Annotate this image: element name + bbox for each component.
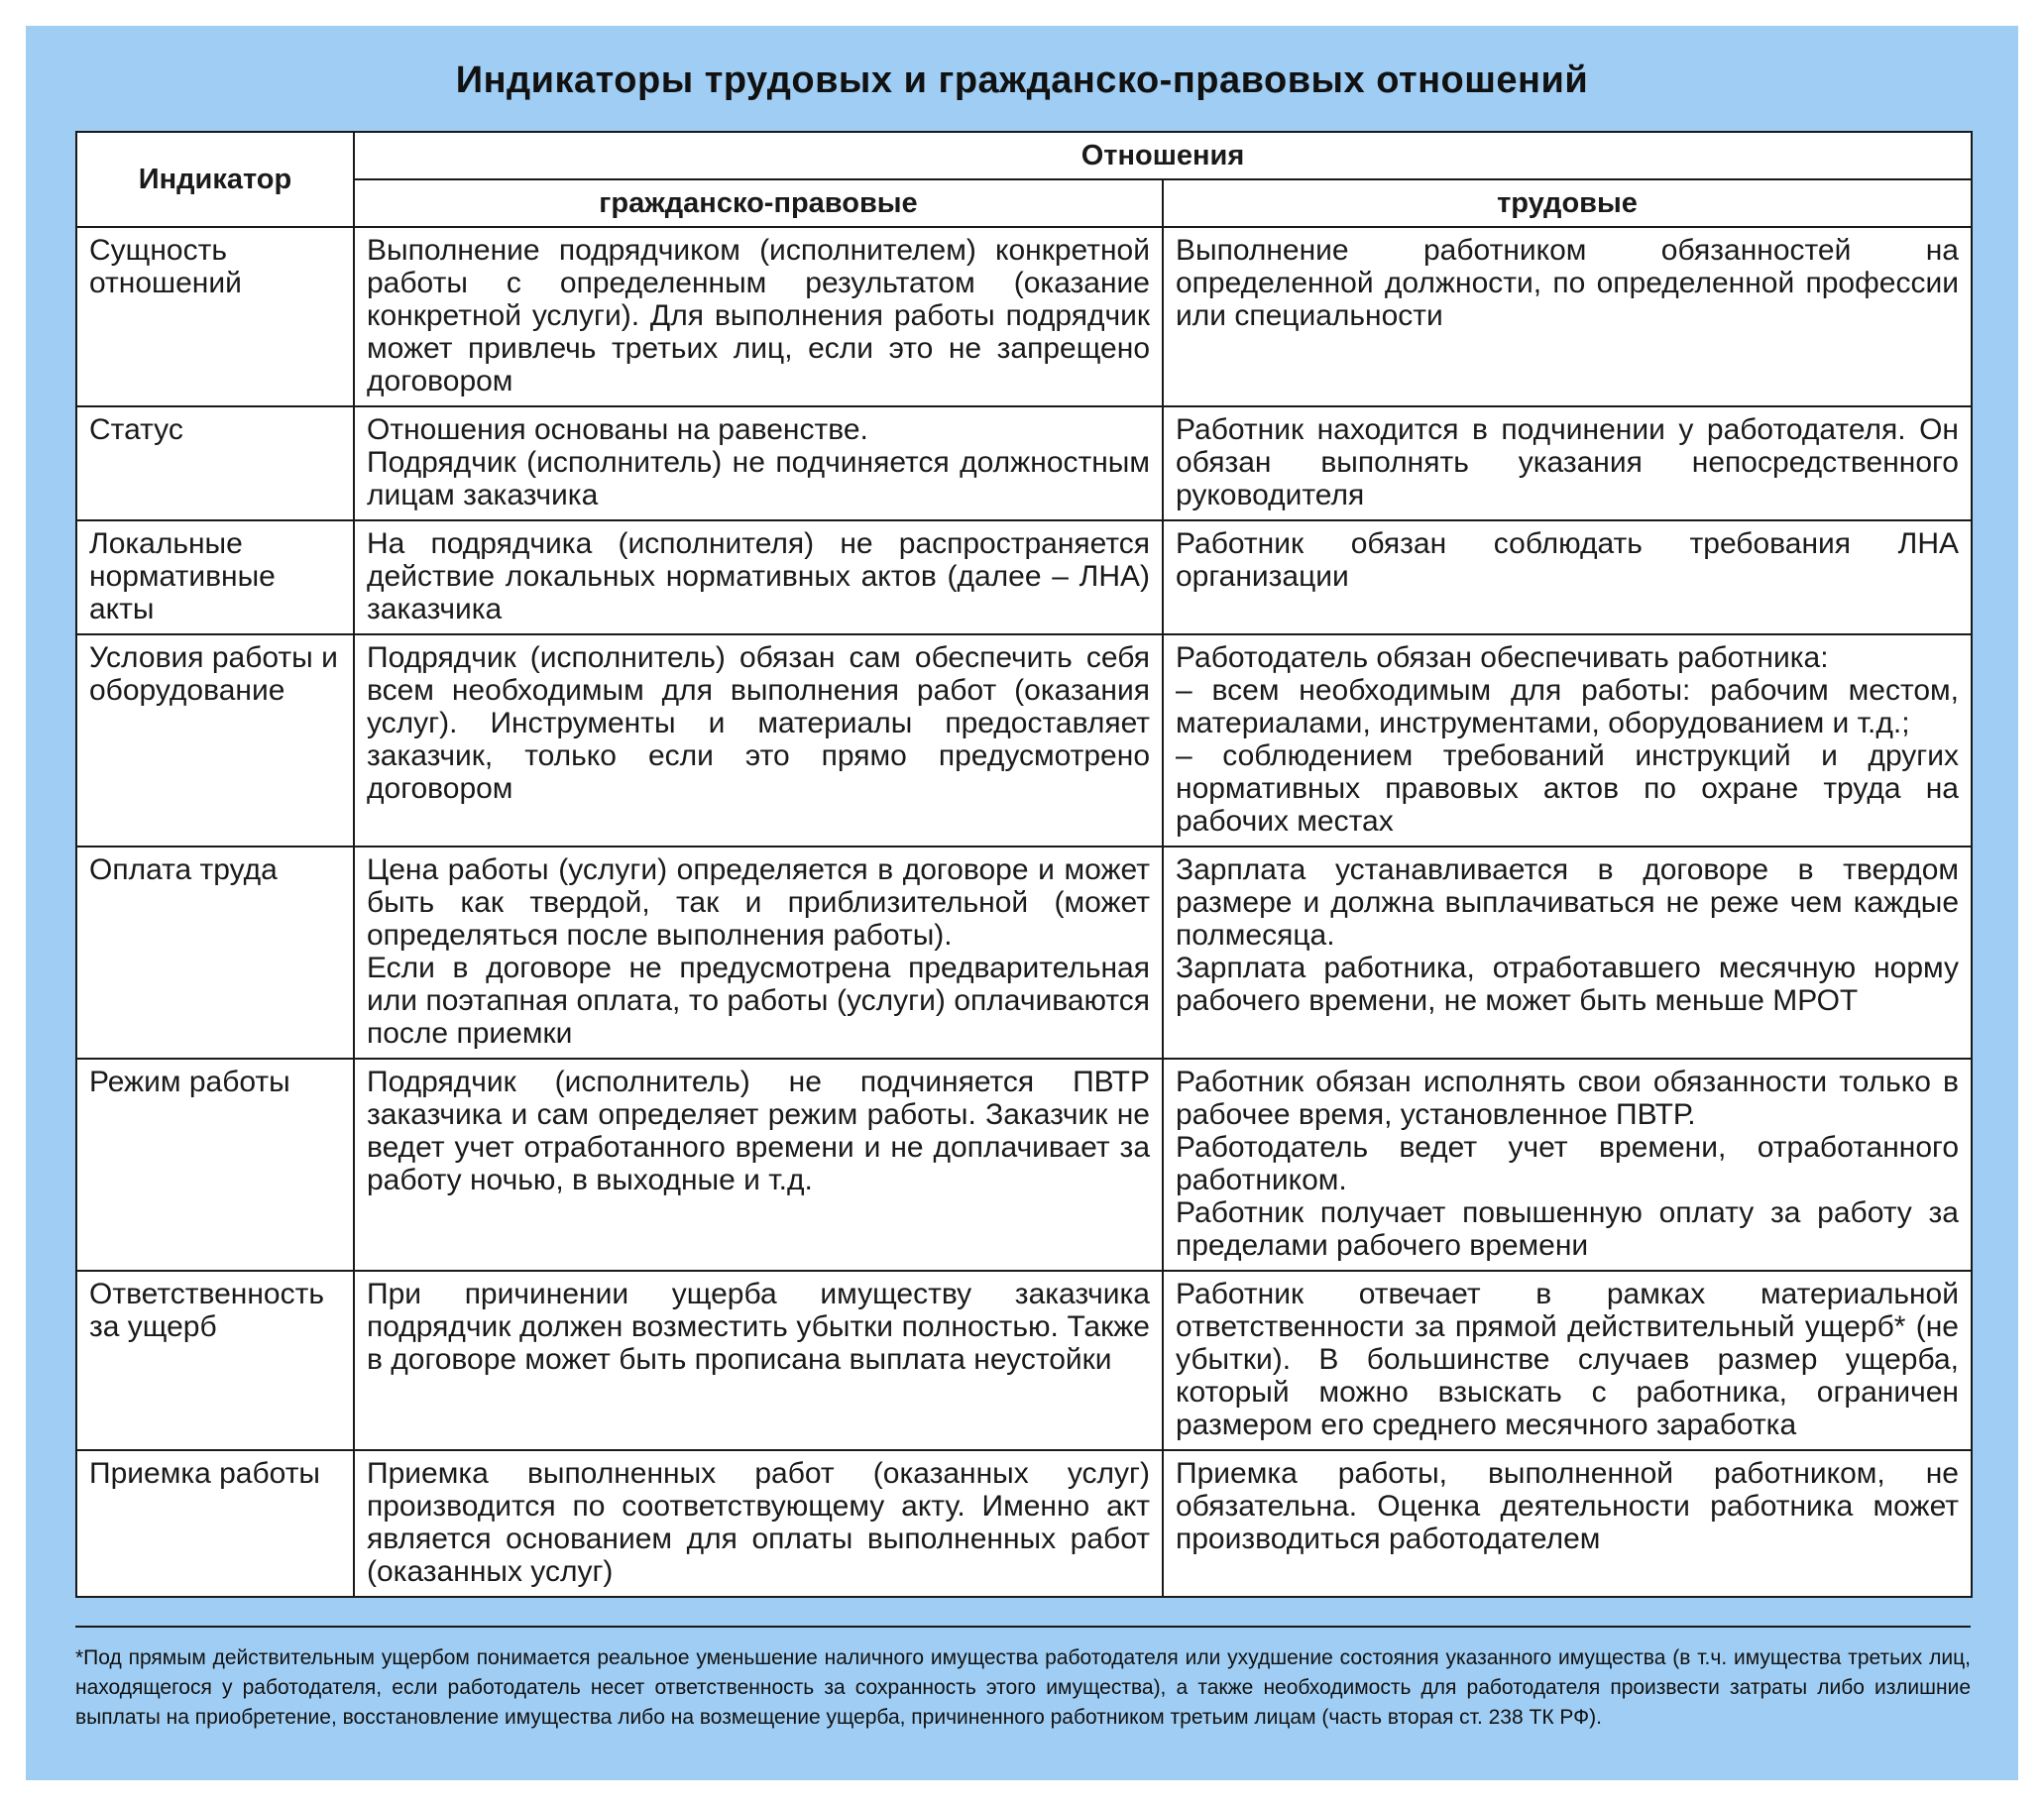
labor-paragraph: Работодатель ведет учет времени, отработанного работником. bbox=[1176, 1131, 1959, 1196]
civil-cell bbox=[354, 847, 1163, 1059]
civil-paragraph: Подрядчик (исполнитель) обязан сам обеспечить себя всем необходимым для выполнения работ (оказания услуг). Инструменты и материалы предоставляет заказчик, только если это прямо предусмотрено договором bbox=[367, 641, 1150, 805]
civil-cell bbox=[354, 520, 1163, 634]
header-civil: гражданско-правовые bbox=[354, 179, 1163, 227]
civil-paragraph: Цена работы (услуги) определяется в договоре и может быть как твердой, так и приблизительной (может определяться после выполнения работы). bbox=[367, 853, 1150, 952]
table-row bbox=[76, 634, 1972, 847]
labor-paragraph: – всем необходимым для работы: рабочим местом, материалами, инструментами, оборудованием и т.д.; bbox=[1176, 674, 1959, 739]
indicator-cell: Статус bbox=[76, 406, 354, 520]
civil-paragraph: При причинении ущерба имуществу заказчика подрядчик должен возместить убытки полностью. Также в договоре может быть прописана выплата неустойки bbox=[367, 1278, 1150, 1376]
indicator-cell: Локальные нормативные акты bbox=[76, 520, 354, 634]
labor-cell bbox=[1163, 406, 1972, 520]
civil-paragraph: Подрядчик (исполнитель) не подчиняется должностным лицам заказчика bbox=[367, 446, 1150, 511]
civil-paragraph: На подрядчика (исполнителя) не распространяется действие локальных нормативных актов (далее – ЛНА) заказчика bbox=[367, 527, 1150, 625]
civil-cell bbox=[354, 227, 1163, 406]
indicator-cell: Приемка работы bbox=[76, 1450, 354, 1597]
labor-cell bbox=[1163, 520, 1972, 634]
labor-cell bbox=[1163, 847, 1972, 1059]
indicator-cell: Оплата труда bbox=[76, 847, 354, 1059]
labor-paragraph: Работник получает повышенную оплату за работу за пределами рабочего времени bbox=[1176, 1196, 1959, 1262]
table-row bbox=[76, 1271, 1972, 1450]
labor-cell bbox=[1163, 227, 1972, 406]
indicator-cell: Сущность отношений bbox=[76, 227, 354, 406]
header-relations: Отношения bbox=[354, 132, 1972, 179]
labor-paragraph: Работник обязан исполнять свои обязанности только в рабочее время, установленное ПВТР. bbox=[1176, 1066, 1959, 1131]
header-row-top bbox=[76, 132, 1972, 179]
civil-paragraph: Приемка выполненных работ (оказанных услуг) производится по соответствующему акту. Именно акт является основанием для оплаты выполненных работ (оказанных услуг) bbox=[367, 1457, 1150, 1588]
footnote: *Под прямым действительным ущербом понимается реальное уменьшение наличного имущества работодателя или ухудшение состояния указанного имущества (в т.ч. имущества третьих лиц, находящегося у работодателя, если работодатель несет ответственность за сохранность этого имущества), а также необходимость для работодателя произвести затраты либо излишние выплаты на приобретение, восстановление имущества либо на возмещение ущерба, причиненного работником третьим лицам (часть вторая ст. 238 ТК РФ). bbox=[75, 1626, 1971, 1733]
table-row bbox=[76, 227, 1972, 406]
civil-cell bbox=[354, 1450, 1163, 1597]
indicator-cell: Режим работы bbox=[76, 1059, 354, 1271]
labor-paragraph: Выполнение работником обязанностей на определенной должности, по определенной профессии или специальности bbox=[1176, 234, 1959, 332]
civil-cell bbox=[354, 406, 1163, 520]
header-row-sub bbox=[76, 179, 1972, 227]
civil-paragraph: Выполнение подрядчиком (исполнителем) конкретной работы с определенным результатом (оказание конкретной услуги). Для выполнения работы подрядчик может привлечь третьих лиц, если это не запрещено договором bbox=[367, 234, 1150, 397]
table-row bbox=[76, 406, 1972, 520]
table-row bbox=[76, 520, 1972, 634]
labor-paragraph: Приемка работы, выполненной работником, не обязательна. Оценка деятельности работника может производиться работодателем bbox=[1176, 1457, 1959, 1555]
civil-cell bbox=[354, 634, 1163, 847]
labor-cell bbox=[1163, 1271, 1972, 1450]
civil-paragraph: Подрядчик (исполнитель) не подчиняется ПВТР заказчика и сам определяет режим работы. Заказчик не ведет учет отработанного времени и не доплачивает за работу ночью, в выходные и т.д. bbox=[367, 1066, 1150, 1196]
table-row bbox=[76, 1059, 1972, 1271]
labor-cell bbox=[1163, 634, 1972, 847]
civil-paragraph: Отношения основаны на равенстве. bbox=[367, 413, 868, 446]
civil-paragraph: Если в договоре не предусмотрена предварительная или поэтапная оплата, то работы (услуги) оплачиваются после приемки bbox=[367, 952, 1150, 1050]
labor-paragraph: – соблюдением требований инструкций и других нормативных правовых актов по охране труда на рабочих местах bbox=[1176, 739, 1959, 838]
table-row bbox=[76, 847, 1972, 1059]
labor-paragraph: Зарплата работника, отработавшего месячную норму рабочего времени, не может быть меньше МРОТ bbox=[1176, 952, 1959, 1017]
labor-paragraph: Работник находится в подчинении у работодателя. Он обязан выполнять указания непосредственного руководителя bbox=[1176, 413, 1959, 511]
civil-cell bbox=[354, 1271, 1163, 1450]
labor-paragraph: Зарплата устанавливается в договоре в твердом размере и должна выплачиваться не реже чем каждые полмесяца. bbox=[1176, 853, 1959, 952]
labor-cell bbox=[1163, 1450, 1972, 1597]
civil-cell bbox=[354, 1059, 1163, 1271]
labor-paragraph: Работник отвечает в рамках материальной ответственности за прямой действительный ущерб* (не убытки). В большинстве случаев размер ущерба, который можно взыскать с работника, ограничен размером его среднего месячного заработка bbox=[1176, 1278, 1959, 1441]
labor-cell bbox=[1163, 1059, 1972, 1271]
page-title: Индикаторы трудовых и гражданско-правовых отношений bbox=[455, 59, 1589, 101]
table-body bbox=[76, 227, 1972, 1597]
labor-paragraph: Работодатель обязан обеспечивать работника: bbox=[1176, 641, 1829, 674]
comparison-table bbox=[75, 131, 1973, 1598]
indicator-cell: Ответственность за ущерб bbox=[76, 1271, 354, 1450]
header-labor: трудовые bbox=[1163, 179, 1972, 227]
indicator-cell: Условия работы и оборудование bbox=[76, 634, 354, 847]
table-row bbox=[76, 1450, 1972, 1597]
header-indicator: Индикатор bbox=[76, 132, 354, 227]
labor-paragraph: Работник обязан соблюдать требования ЛНА организации bbox=[1176, 527, 1959, 593]
infographic-panel bbox=[26, 26, 2018, 1780]
